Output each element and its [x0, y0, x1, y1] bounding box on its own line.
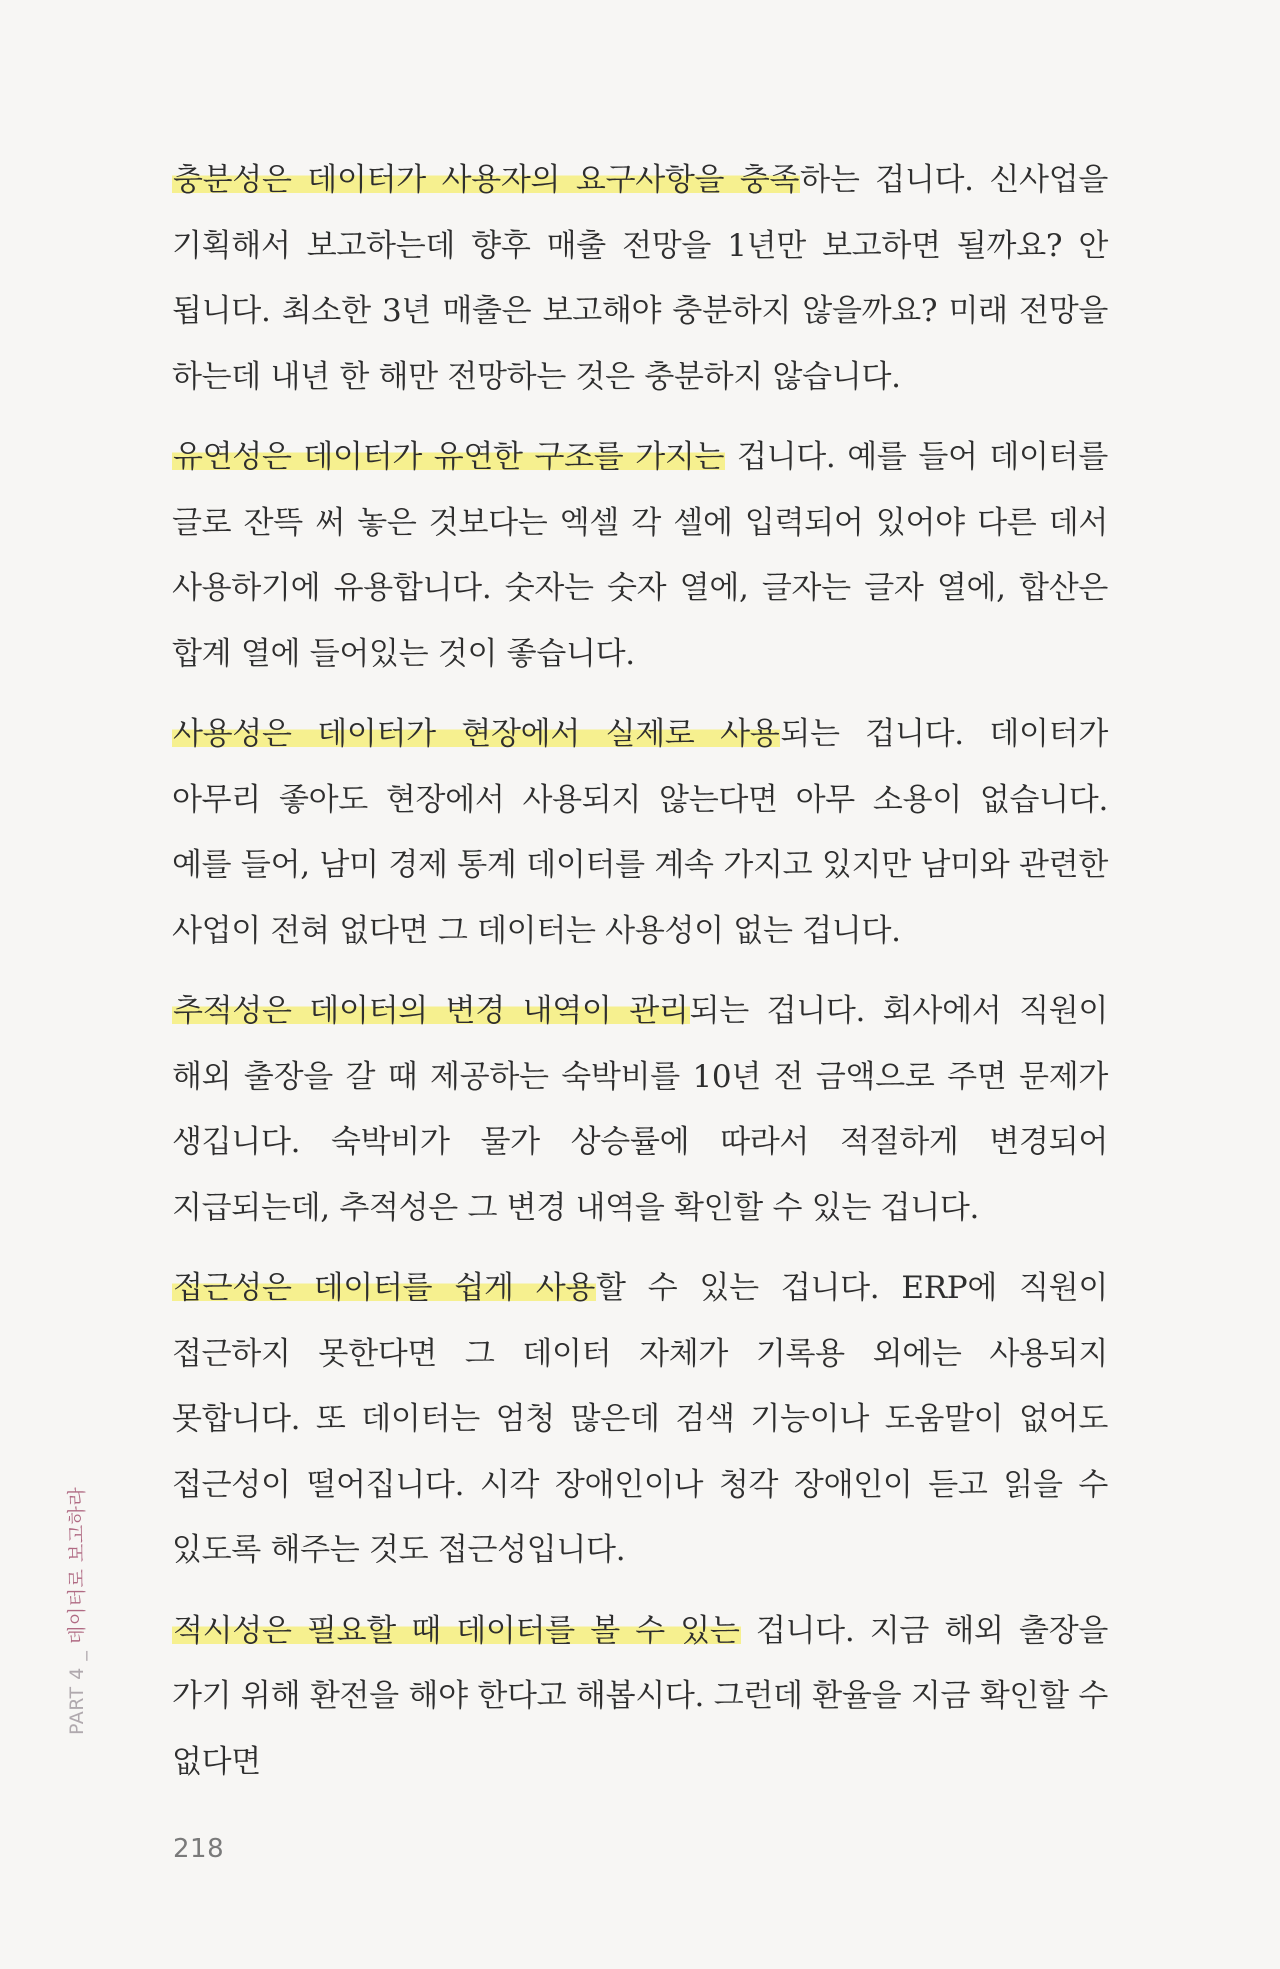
paragraph-sufficiency	[172, 148, 1108, 410]
highlighted-definition: 충분성은 데이터가 사용자의 요구사항을 충족	[173, 162, 800, 198]
paragraph-flexibility	[172, 425, 1108, 687]
chapter-title: 데이터로 보고하라	[66, 1486, 88, 1645]
paragraph-accessibility	[172, 1256, 1108, 1584]
paragraph-text: 겁니다. 지금 해외 출장을 가기 위해 환전을 해야 한다고 해봅시다. 그런데 환율을 지금 확인할 수 없다면	[172, 1612, 1108, 1780]
highlighted-definition: 적시성은 필요할 때 데이터를 볼 수 있는	[173, 1612, 740, 1649]
highlighted-definition: 접근성은 데이터를 쉽게 사용	[173, 1270, 595, 1306]
highlighted-definition: 유연성은 데이터가 유연한 구조를 가지는	[173, 439, 725, 475]
chapter-side-label	[62, 1487, 89, 1735]
part-label: PART 4	[66, 1667, 88, 1735]
page-number: 218	[173, 1834, 225, 1864]
paragraph-traceability	[172, 979, 1108, 1241]
paragraph-timeliness	[172, 1599, 1108, 1796]
paragraph-text: 하는 겁니다. 신사업을 기획해서 보고하는데 향후 매출 전망을 1년만 보고하면 될까요? 안 됩니다. 최소한 3년 매출은 보고해야 충분하지 않을까요? 미래 전망을 하는데 내년 한 해만 전망하는 것은 충분하지 않습니다.	[172, 162, 1108, 395]
paragraph-text: 되는 겁니다. 회사에서 직원이 해외 출장을 갈 때 제공하는 숙박비를 10년 전 금액으로 주면 문제가 생깁니다. 숙박비가 물가 상승률에 따라서 적절하게 변경되어 지급되는데, 추적성은 그 변경 내역을 확인할 수 있는 겁니다.	[172, 993, 1109, 1226]
paragraph-text: 겁니다. 예를 들어 데이터를 글로 잔뜩 써 놓은 것보다는 엑셀 각 셀에 입력되어 있어야 다른 데서 사용하기에 유용합니다. 숫자는 숫자 열에, 글자는 글자 열에, 합산은 합계 열에 들어있는 것이 좋습니다.	[172, 439, 1108, 672]
part-separator: _	[66, 1650, 88, 1661]
paragraph-usability	[172, 702, 1108, 964]
highlighted-definition: 사용성은 데이터가 현장에서 실제로 사용	[173, 716, 780, 752]
body-text	[172, 148, 1108, 1810]
paragraph-text: 되는 겁니다. 데이터가 아무리 좋아도 현장에서 사용되지 않는다면 아무 소용이 없습니다. 예를 들어, 남미 경제 통계 데이터를 계속 가지고 있지만 남미와 관련한 사업이 전혀 없다면 그 데이터는 사용성이 없는 겁니다.	[172, 716, 1108, 949]
paragraph-text: 할 수 있는 겁니다. ERP에 직원이 접근하지 못한다면 그 데이터 자체가 기록용 외에는 사용되지 못합니다. 또 데이터는 엄청 많은데 검색 기능이나 도움말이 없어도 접근성이 떨어집니다. 시각 장애인이나 청각 장애인이 듣고 읽을 수 있도록 해주는 것도 접근성입니다.	[172, 1270, 1108, 1568]
highlighted-definition: 추적성은 데이터의 변경 내역이 관리	[173, 993, 689, 1029]
